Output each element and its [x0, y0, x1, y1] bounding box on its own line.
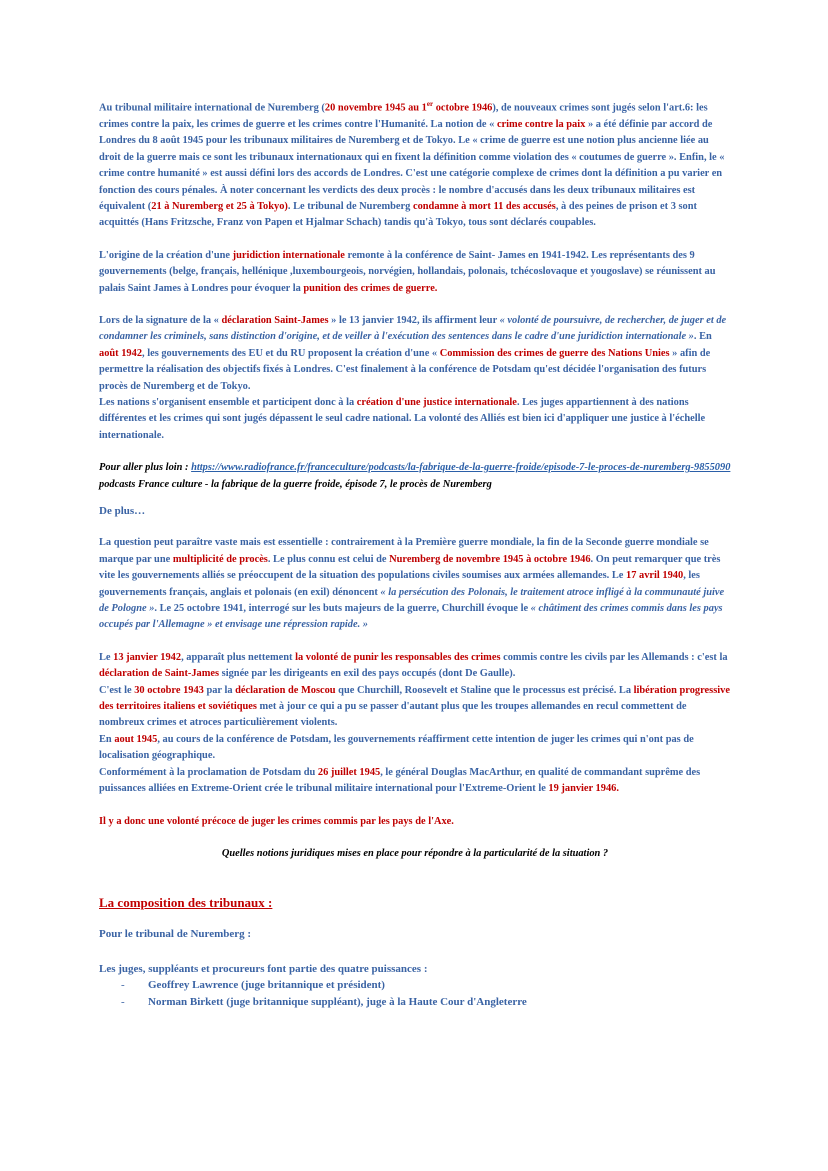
- further-reading: Pour aller plus loin : https://www.radiofrance.fr/franceculture/podcasts/la-fabrique-de-la-guerre-froide/episode-7-le-proces-de-nuremberg-9855090 podcasts France culture - la fabrique de la guerre froide, épisode 7, le procès de Nuremberg: [99, 462, 731, 490]
- conclusion-text: Il y a donc une volonté précoce de juger les crimes commis par les pays de l'Axe.: [99, 815, 454, 827]
- paragraph-nations: Les nations s'organisent ensemble et participent donc à la création d'une justice internationale. Les juges appartiennent à des nations différentes et les crimes qui sont jugés dépassent le seul cadre national. La volonté des Alliés est bien ici d'appliquer une justice à l'échelle internationale.: [99, 396, 706, 441]
- document-page: [99, 96, 731, 1011]
- dash-bullet: -: [121, 996, 125, 1009]
- subhead-nuremberg: Pour le tribunal de Nuremberg :: [99, 928, 252, 941]
- paragraph-saint-james: Lors de la signature de la « déclaration Saint-James » le 13 janvier 1942, ils affirment leur « volonté de poursuivre, de rechercher, de juger et de condamner les criminels, sans distinction d'origine, et de veiller à l'exécution des sentences dans le cadre d'une juridiction internationale ». En août 1942, les gouvernements des EU et du RU proposent la création d'une « Commission des crimes de guerre des Nations Unies » afin de permettre la réalisation des objectifs fixés à Londres. C'est finalement à la conférence de Potsdam qu'est décidée l'organisation des futurs procès de Nuremberg et de Tokyo.: [99, 314, 727, 392]
- dash-bullet: -: [121, 979, 125, 992]
- section-title-composition: La composition des tribunaux :: [99, 895, 273, 911]
- paragraph-moscou: C'est le 30 octobre 1943 par la déclaration de Moscou que Churchill, Roosevelt et Staline que le processus est précisé. La libération progressive des territoires italiens et soviétiques met à jour ce qui a pu se passer d'autant plus que les troupes allemandes en recul commettent de nombreux crimes et atroces particulièrement violents.: [99, 684, 730, 729]
- paragraph-multiplicite: La question peut paraître vaste mais est essentielle : contrairement à la Première guerre mondiale, la fin de la Seconde guerre mondiale se marque par une multiplicité de procès. Le plus connu est celui de Nuremberg de novembre 1945 à octobre 1946. On peut remarquer que très vite les gouvernements alliés se préoccupent de la situation des populations civiles soumises aux armées allemandes. Le 17 avril 1940, les gouvernements français, anglais et polonais (en exil) dénoncent « la persécution des Polonais, le traitement atroce infligé à la communauté juive de Pologne ». Le 25 octobre 1941, interrogé sur les buts majeurs de la guerre, Churchill évoque le « châtiment des crimes commis dans les pays occupés par l'Allemagne » et envisage une répression rapide. »: [99, 537, 725, 631]
- paragraph-origin: L'origine de la création d'une juridiction internationale remonte à la conférence de Saint- James en 1941-1942. Les représentants des 9 gouvernements (belge, français, hellénique ,luxembourgeois, norvégien, hollandais, polonais, tchécoslovaque et yougoslave) se réunissent au palais Saint James à Londres pour évoquer la punition des crimes de guerre.: [99, 249, 716, 294]
- paragraph-1942: Le 13 janvier 1942, apparaît plus nettement la volonté de punir les responsables des crimes commis contre les civils par les Allemands : c'est la déclaration de Saint-James signée par les dirigeants en exil des pays occupés (dont De Gaulle).: [99, 651, 728, 680]
- judges-list: [99, 977, 731, 1011]
- list-item: - Geoffrey Lawrence (juge britannique et président): [99, 977, 731, 994]
- paragraph-nuremberg-crimes: Au tribunal militaire international de Nuremberg (20 novembre 1945 au 1er octobre 1946), de nouveaux crimes sont jugés selon l'art.6: les crimes contre la paix, les crimes de guerre et les crimes contre l'Humanité. La notion de « crime contre la paix » a été définie par accord de Londres du 8 août 1945 pour les tribunaux militaires de Nuremberg et de Tokyo. Le « crime de guerre est une notion plus ancienne liée au droit de la guerre mais ce sont les tribunaux internationaux qui en fixent la définition comme violation des « coutumes de guerre ». Enfin, le « crime contre humanité » est aussi défini lors des accords de Londres. C'est une catégorie complexe de crimes dont la définition a pu varier en fonction des cours pénales. À noter concernant les verdicts des deux procès : le nombre d'accusés dans les deux tribunaux militaires est équivalent (21 à Nuremberg et 25 à Tokyo). Le tribunal de Nuremberg condamne à mort 11 des accusés, à des peines de prison et 3 sont acquittés (Hans Fritzsche, Franz von Papen et Hjalmar Schach) tandis qu'à Tokyo, tous sont déclarés coupables.: [99, 100, 725, 229]
- paragraph-macarthur: Conformément à la proclamation de Potsdam du 26 juillet 1945, le général Douglas MacArthur, en qualité de commandant suprême des puissances alliées en Extreme-Orient crée le tribunal militaire international pour l'Extreme-Orient le 19 janvier 1946.: [99, 766, 701, 795]
- podcast-link[interactable]: https://www.radiofrance.fr/franceculture/podcasts/la-fabrique-de-la-guerre-froide/episode-7-le-proces-de-nuremberg-9855090: [191, 462, 731, 474]
- paragraph-potsdam: En aout 1945, au cours de la conférence de Potsdam, les gouvernements réaffirment cette intention de juger les crimes qui n'ont pas de localisation géographique.: [99, 733, 694, 762]
- question-text: Quelles notions juridiques mises en place pour répondre à la particularité de la situation ?: [221, 847, 609, 859]
- de-plus-heading: De plus…: [99, 505, 146, 517]
- judges-intro: Les juges, suppléants et procureurs font partie des quatre puissances :: [99, 962, 428, 975]
- list-item: - Norman Birkett (juge britannique suppléant), juge à la Haute Cour d'Angleterre: [99, 994, 731, 1011]
